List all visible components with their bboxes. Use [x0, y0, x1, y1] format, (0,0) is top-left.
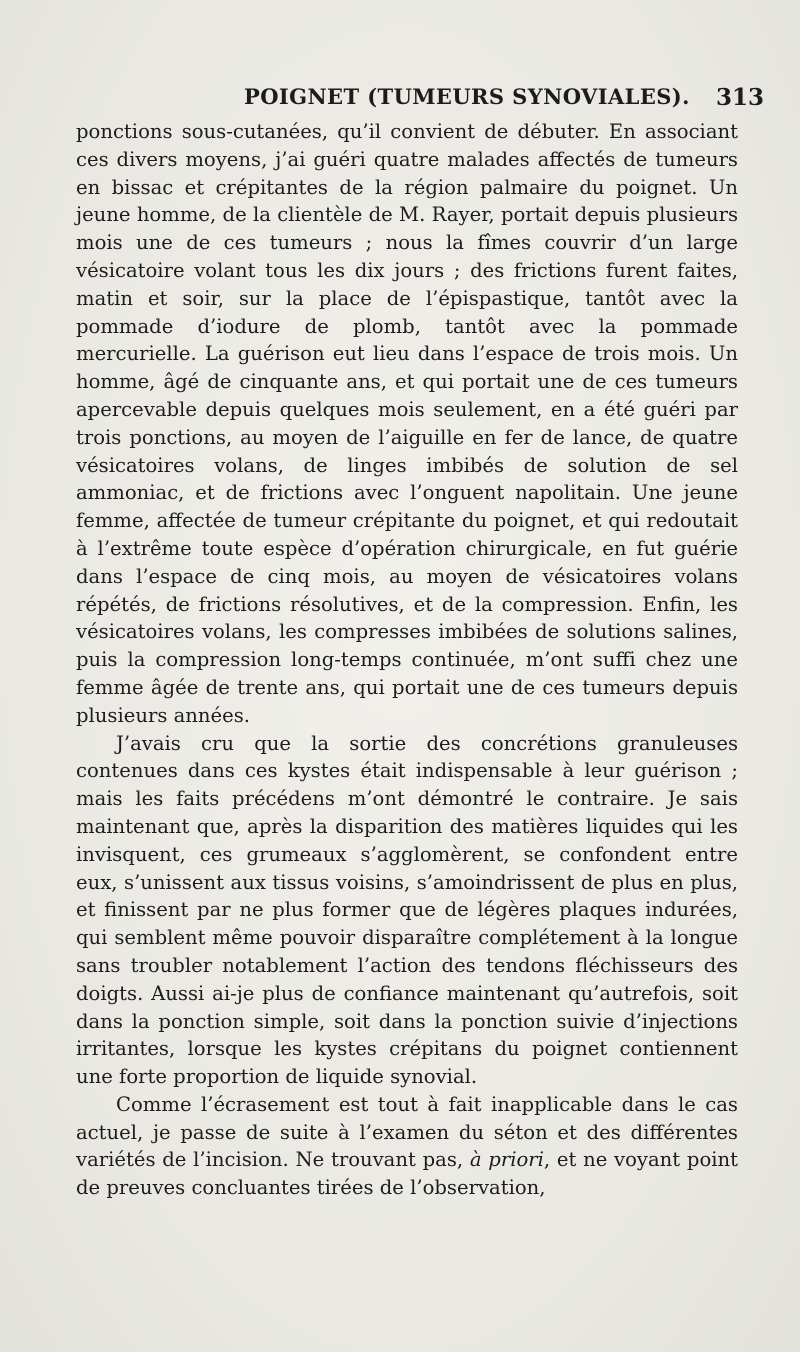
running-head — [244, 84, 690, 109]
paragraph-3-italic: à priori — [469, 1148, 544, 1172]
paragraph-2: J’avais cru que la sortie des concrétions granuleuses contenues dans ces kystes était indispensable à leur guérison ; mais les faits précédens m’ont démontré le contraire. Je sais maintenant que, après la disparition des matières liquides qui les invisquent, ces grumeaux s’agglomèrent, se confondent entre eux, s’unissent aux tissus voisins, s’amoindrissent de plus en plus, et finissent par ne plus former que de légères plaques indurées, qui semblent même pouvoir disparaître complétement à la longue sans troubler notablement l’action des tendons fléchisseurs des doigts. Aussi ai-je plus de confiance maintenant qu’autrefois, soit dans la ponction simple, soit dans la ponction suivie d’injections irritantes, lorsque les kystes crépitans du poignet contiennent une forte proportion de liquide synovial. — [76, 731, 738, 1089]
body-text — [76, 118, 738, 1202]
paragraph-3-text-start: Comme l’écrasement est tout à fait inapplicable dans le cas actuel, je passe de suite à l’examen du séton et des différentes variétés de l’incision. Ne trouvant pas, — [76, 1092, 738, 1172]
page-number: 313 — [715, 84, 764, 111]
paragraph-3-text-end: , et ne voyant point de preuves concluantes tirées de l’observation, — [76, 1148, 739, 1200]
running-head-title: POIGNET — [244, 84, 360, 109]
paragraph-1: ponctions sous-cutanées, qu’il convient de débuter. En associant ces divers moyens, j’ai guéri quatre malades affectés de tumeurs en bissac et crépitantes de la région palmaire du poignet. Un jeune homme, de la clientèle de M. Rayer, portait depuis plusieurs mois une de ces tumeurs ; nous la fîmes couvrir d’un large vésicatoire volant tous les dix jours ; des frictions furent faites, matin et soir, sur la place de l’épispastique, tantôt avec la pommade d’iodure de plomb, tantôt avec la pommade mercurielle. La guérison eut lieu dans l’espace de trois mois. Un homme, âgé de cinquante ans, et qui portait une de ces tumeurs apercevable depuis quelques mois seulement, en a été guéri par trois ponctions, au moyen de l’aiguille en fer de lance, de quatre vésicatoires volans, de linges imbibés de solution de sel ammoniac, et de frictions avec l’onguent napolitain. Une jeune femme, affectée de tumeur crépitante du poignet, et qui redoutait à l’extrême toute espèce d’opération chirurgicale, en fut guérie dans l’espace de cinq mois, au moyen de vésicatoires volans répétés, de frictions résolutives, et de la compression. Enfin, les vésicatoires volans, les compresses imbibées de solutions salines, puis la compression long-temps continuée, m’ont suffi chez une femme âgée de trente ans, qui portait une de ces tumeurs depuis plusieurs années. — [76, 120, 738, 727]
page-header — [76, 84, 766, 116]
running-head-subtitle: (TUMEURS SYNOVIALES). — [367, 84, 690, 109]
paragraph-3 — [76, 1091, 738, 1202]
